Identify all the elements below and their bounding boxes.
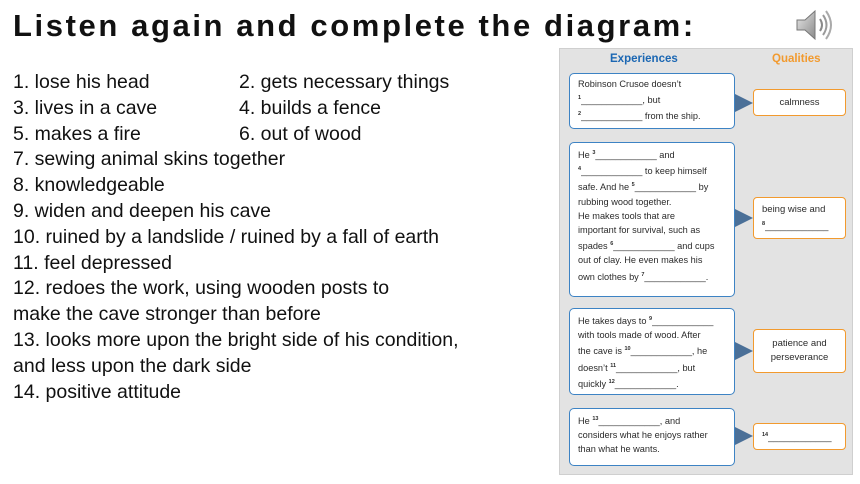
- answer-item-continued: and less upon the dark side: [13, 354, 252, 377]
- blank-number: 6: [610, 241, 614, 248]
- quality-text: patience and: [772, 338, 827, 349]
- answer-item: 11. feel depressed: [13, 251, 172, 274]
- blank-line: ____________: [768, 432, 832, 443]
- experience-box-2: [569, 142, 735, 297]
- blank-number: 4: [578, 166, 582, 173]
- blank-line: ____________ to keep himself: [581, 166, 707, 177]
- text-segment: safe. And he: [578, 182, 630, 193]
- answer-item: 8. knowledgeable: [13, 174, 165, 197]
- text-segment: quickly: [578, 378, 607, 389]
- blank-number: 14: [762, 432, 769, 438]
- answer-item: 10. ruined by a landslide / ruined by a fall of earth: [13, 225, 440, 248]
- answer-item: 14. positive attitude: [13, 380, 182, 403]
- blank-number: 12: [608, 378, 615, 385]
- experience-text: [578, 162, 726, 178]
- experience-text: [578, 268, 726, 284]
- blank-line: ____________, and: [598, 416, 681, 426]
- blank-line: ____________ by: [634, 182, 709, 193]
- experience-text: with tools made of wood. After: [578, 330, 701, 341]
- experience-box-3: [569, 308, 735, 395]
- blank-number: 7: [641, 271, 645, 278]
- blank-number: 2: [578, 111, 582, 118]
- quality-text: perseverance: [770, 352, 829, 363]
- experience-text: [578, 312, 726, 328]
- experience-text: [578, 359, 726, 375]
- arrow-1: [735, 94, 753, 112]
- text-segment: He: [578, 416, 590, 426]
- speaker-icon[interactable]: [791, 4, 837, 46]
- text-segment: the cave is: [578, 346, 622, 357]
- quality-text: [762, 217, 828, 234]
- quality-box-4: [753, 423, 846, 450]
- answer-item: 1. lose his head: [13, 71, 150, 93]
- experience-text: [578, 237, 726, 253]
- arrow-2: [735, 209, 753, 227]
- blank-line: ____________, he: [630, 346, 708, 357]
- blank-line: ____________ and cups: [613, 241, 715, 252]
- blank-number: 3: [592, 150, 596, 156]
- answer-item: 3. lives in a cave: [13, 96, 158, 119]
- blank-number: 10: [624, 346, 631, 353]
- answer-item: 2. gets necessary things: [239, 71, 450, 93]
- text-segment: doesn’t: [578, 362, 608, 373]
- experience-text: than what he wants.: [578, 444, 660, 455]
- blank-line: ____________: [765, 220, 829, 232]
- experiences-header: Experiences: [610, 53, 678, 65]
- experience-text: He $^3$____________ and: [578, 150, 675, 160]
- experience-text: considers what he enjoys rather: [578, 430, 708, 441]
- blank-line: ____________, but: [616, 362, 696, 373]
- blank-number: 5: [631, 182, 635, 189]
- text-segment: own clothes by: [578, 271, 639, 282]
- blank-number: 13: [592, 416, 599, 422]
- blank-line: ____________ and: [595, 150, 675, 160]
- answer-item: 12. redoes the work, using wooden posts to: [13, 277, 390, 300]
- blank-number: 1: [578, 95, 582, 102]
- arrow-4: [735, 427, 753, 445]
- answer-item-continued: make the cave stronger than before: [13, 303, 321, 326]
- quality-text: being wise and: [762, 203, 826, 215]
- answer-item: 5. makes a fire: [13, 122, 141, 145]
- page-title: Listen again and complete the diagram:: [13, 8, 696, 43]
- experience-text: rubbing wood together.: [578, 196, 672, 207]
- experience-text: [578, 412, 726, 428]
- experience-text: Robinson Crusoe doesn’t: [578, 79, 682, 89]
- answer-row: [13, 70, 459, 96]
- experience-text: out of clay. He even makes his: [578, 255, 703, 266]
- answer-item: 13. looks more upon the bright side of his condition,: [13, 328, 459, 351]
- text-segment: spades: [578, 241, 608, 252]
- quality-text: [762, 428, 832, 445]
- text-segment: He takes days to: [578, 316, 647, 326]
- experience-box-4: [569, 408, 735, 466]
- answer-row: [13, 122, 459, 148]
- experience-text: important for survival, such as: [578, 225, 701, 236]
- quality-box-2: [753, 197, 846, 239]
- experience-text: He makes tools that are: [578, 210, 676, 221]
- blank-number: 8: [762, 220, 766, 227]
- experience-text: [578, 375, 726, 391]
- quality-box-3: [753, 329, 846, 373]
- blank-number: 9: [649, 316, 653, 322]
- blank-line: ____________ from the ship.: [581, 111, 701, 122]
- blank-line: ____________.: [644, 271, 709, 282]
- quality-box-1: calmness: [753, 89, 846, 116]
- answer-row: [13, 96, 459, 122]
- experience-text: [578, 178, 726, 194]
- answer-item: 6. out of wood: [239, 122, 362, 145]
- diagram-panel: [559, 48, 853, 475]
- experience-text: [578, 91, 726, 107]
- qualities-header: Qualities: [772, 53, 821, 65]
- experience-text: [578, 342, 726, 358]
- blank-line: ____________, but: [581, 95, 661, 106]
- experience-text: [578, 107, 726, 123]
- blank-line: ____________.: [614, 378, 679, 389]
- answer-list: [13, 70, 459, 405]
- arrow-3: [735, 342, 753, 360]
- answer-item: 9. widen and deepen his cave: [13, 199, 272, 222]
- blank-number: 11: [610, 362, 617, 369]
- blank-line: ____________: [652, 316, 714, 326]
- answer-item: 7. sewing animal skins together: [13, 148, 286, 171]
- answer-item: 4. builds a fence: [239, 96, 382, 119]
- experience-box-1: [569, 73, 735, 129]
